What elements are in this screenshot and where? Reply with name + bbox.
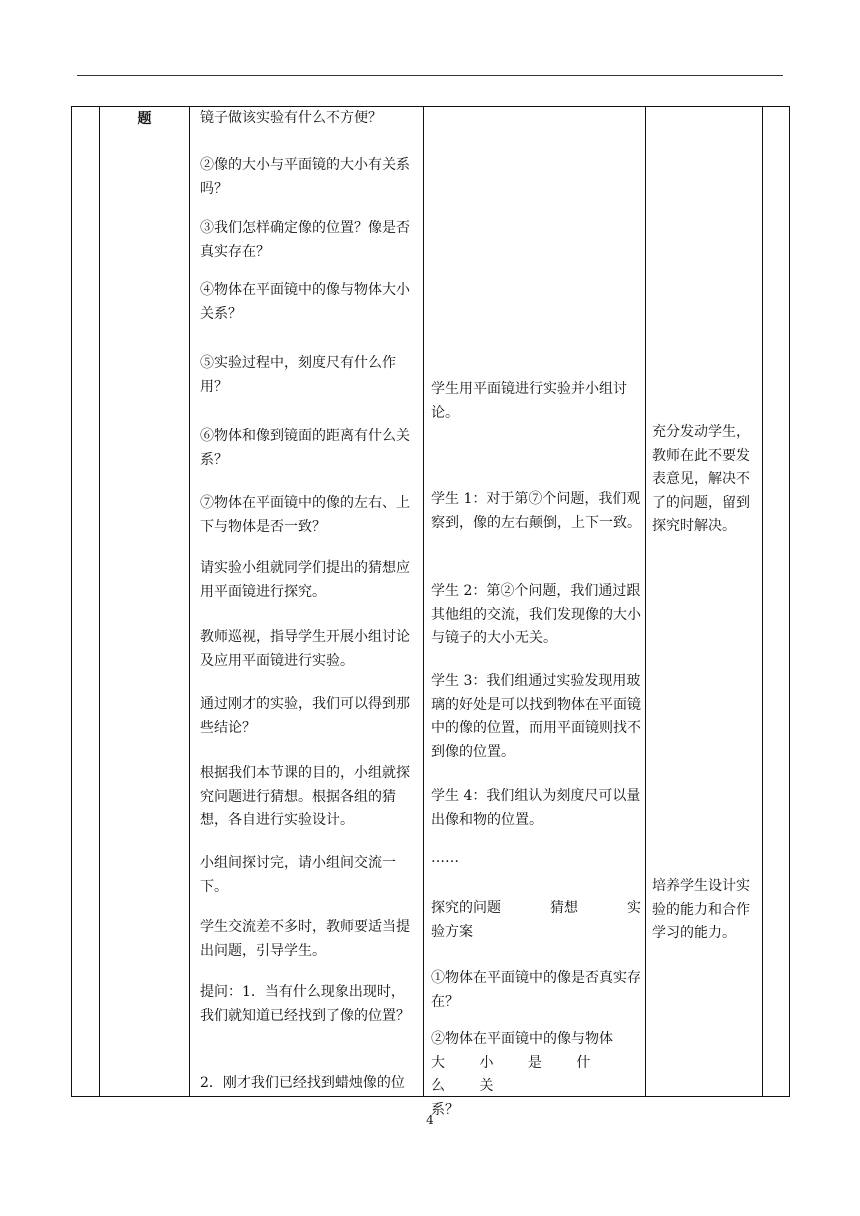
teacher-activity-cell: [200, 107, 416, 1096]
teacher-paragraph: 学生交流差不多时，教师要适当提出问题，引导学生。: [200, 919, 410, 959]
header-rule: [77, 75, 783, 76]
inquiry-table-header: [431, 897, 641, 944]
design-intent-cell: [652, 107, 760, 1096]
student-paragraph: ……: [431, 850, 459, 866]
student-paragraph: 学生用平面镜进行实验并小组讨论。: [431, 381, 627, 421]
student-paragraph: 学生 3：我们组通过实验发现用玻璃的好处是可以找到物体在平面镜中的像的位置，而用平面镜则找不到像的位置。: [431, 673, 641, 760]
teacher-paragraph: ⑦物体在平面镜中的像的左右、上下与物体是否一致？: [200, 495, 410, 535]
intent-note: 培养学生设计实验的能力和合作学习的能力。: [652, 878, 750, 941]
teacher-paragraph: ⑥物体和像到镜面的距离有什么关系？: [200, 428, 410, 468]
teacher-paragraph: 小组间探讨完，请小组间交流一下。: [200, 855, 396, 895]
teacher-paragraph: ⑤实验过程中，刻度尺有什么作用？: [200, 355, 396, 395]
teacher-paragraph: 根据我们本节课的目的，小组就探究问题进行猜想。根据各组的猜想，各自进行实验设计。: [200, 765, 410, 828]
section-label: 题: [137, 111, 152, 127]
student-question: ②物体在平面镜中的像与物体 大 小 是 什 么 关 系？: [431, 1031, 613, 1118]
page-number: 4: [426, 1113, 434, 1127]
student-question: ①物体在平面镜中的像是否真实存在？: [431, 970, 641, 1010]
inquiry-col-guess: 猜想: [550, 900, 578, 916]
teacher-paragraph: 2．刚才我们已经找到蜡烛像的位: [200, 1075, 405, 1091]
teacher-paragraph: ④物体在平面镜中的像与物体大小关系？: [200, 282, 410, 322]
student-paragraph: 学生 2：第②个问题，我们通过跟其他组的交流，我们发现像的大小与镜子的大小无关。: [431, 583, 641, 646]
teacher-paragraph: ②像的大小与平面镜的大小有关系吗？: [200, 157, 410, 197]
inquiry-col-question: 探究的问题: [431, 900, 501, 916]
student-paragraph: 学生 1：对于第⑦个问题，我们观察到，像的左右颠倒，上下一致。: [431, 491, 641, 531]
teacher-paragraph: ③我们怎样确定像的位置？像是否真实存在？: [200, 220, 410, 260]
lesson-table: [71, 106, 790, 1118]
inquiry-col-plan: 实: [627, 900, 641, 916]
teacher-paragraph: 请实验小组就同学们提出的猜想应用平面镜进行探究。: [200, 560, 410, 600]
teacher-paragraph: 镜子做该实验有什么不方便？: [200, 110, 382, 126]
intent-note: 充分发动学生，教师在此不要发表意见，解决不了的问题，留到探究时解决。: [652, 424, 750, 534]
section-cell: [100, 107, 189, 1096]
teacher-paragraph: 通过刚才的实验，我们可以得到那些结论？: [200, 696, 410, 736]
teacher-paragraph: 教师巡视，指导学生开展小组讨论及应用平面镜进行实验。: [200, 629, 410, 669]
teacher-paragraph: 提问：1．当有什么现象出现时，我们就知道已经找到了像的位置？: [200, 984, 410, 1024]
inquiry-col-plan-cont: 验方案: [431, 923, 473, 940]
student-paragraph: 学生 4：我们组认为刻度尺可以量出像和物的位置。: [431, 788, 641, 828]
student-activity-cell: [431, 107, 641, 1118]
